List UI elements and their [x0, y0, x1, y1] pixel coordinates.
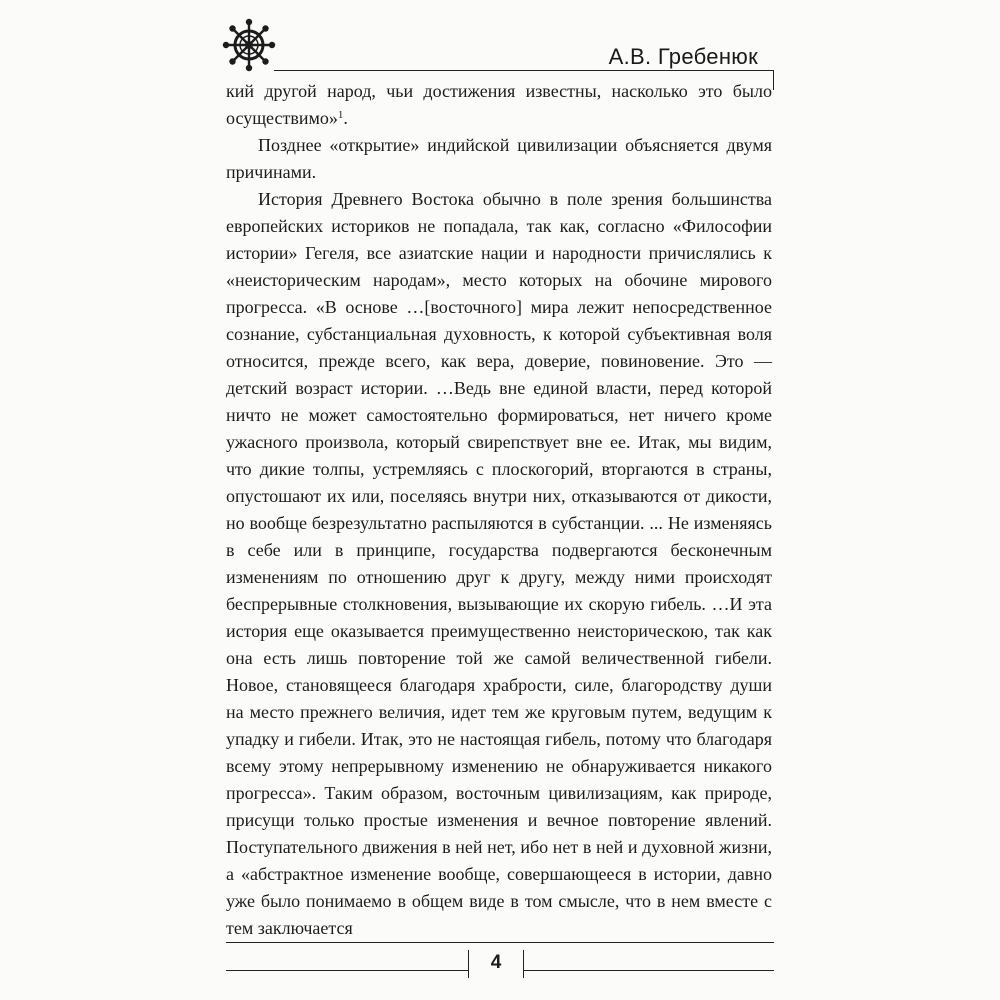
author-name: А.В. Гребенюк: [608, 44, 758, 69]
header-rule: [274, 70, 774, 71]
footnote-marker: 1: [337, 109, 344, 121]
running-header: [222, 18, 782, 78]
page-footer: [226, 942, 774, 982]
paragraph: кий другой народ, чьи достижения известны, насколько это было осуществимо»$^1$.: [226, 81, 772, 128]
page-number: 4: [468, 950, 524, 978]
body-text: [226, 78, 772, 942]
paragraph: Позднее «открытие» индийской цивилизации объясняется двумя причинами.: [226, 135, 772, 182]
footer-rule: [226, 942, 774, 943]
header-rule-tick: [773, 70, 774, 90]
dharma-wheel-icon: [222, 18, 276, 72]
paragraph: История Древнего Востока обычно в поле зрения большинства европейских историков не попадала, так как, согласно «Философии истории» Гегеля, все азиатские нации и народности причислялись к «неисторическим народам», место которых на обочине мирового прогресса. «В основе …[восточного] мира лежит непосредственное сознание, субстанциальная духовность, к которой субъективная воля относится, прежде всего, как вера, доверие, повиновение. Это — детский возраст истории. …Ведь вне единой власти, перед которой ничто не может самостоятельно формироваться, нет ничего кроме ужасного произвола, который свирепствует вне ее. Итак, мы видим, что дикие толпы, устремляясь с плоскогорий, вторгаются в страны, опустошают их или, поселяясь внутри них, отказываются от дикости, но вообще безрезультатно распыляются в субстанции. ... Не изменяясь в себе или в принципе, государства подвергаются бесконечным изменениям по отношению друг к другу, между ними происходят беспрерывные столкновения, вызывающие их скорую гибель. …И эта история еще оказывается преимущественно неисторическою, так как она есть лишь повторение той же самой величественной гибели. Новое, становящееся благодаря храбрости, силе, благородству души на место прежнего величия, идет тем же круговым путем, ведущим к упадку и гибели. Итак, это не настоящая гибель, потому что благодаря всему этому непрерывному изменению не обнаруживается никакого прогресса». Таким образом, восточным цивилизациям, как природе, присущи только простые изменения и вечное повторение явлений. Поступательного движения в ней нет, ибо нет в ней и духовной жизни, а «абстрактное изменение вообще, совершающееся в истории, давно уже было понимаемо в общем виде в том смысле, что в нем вместе с тем заключается: [226, 189, 772, 938]
